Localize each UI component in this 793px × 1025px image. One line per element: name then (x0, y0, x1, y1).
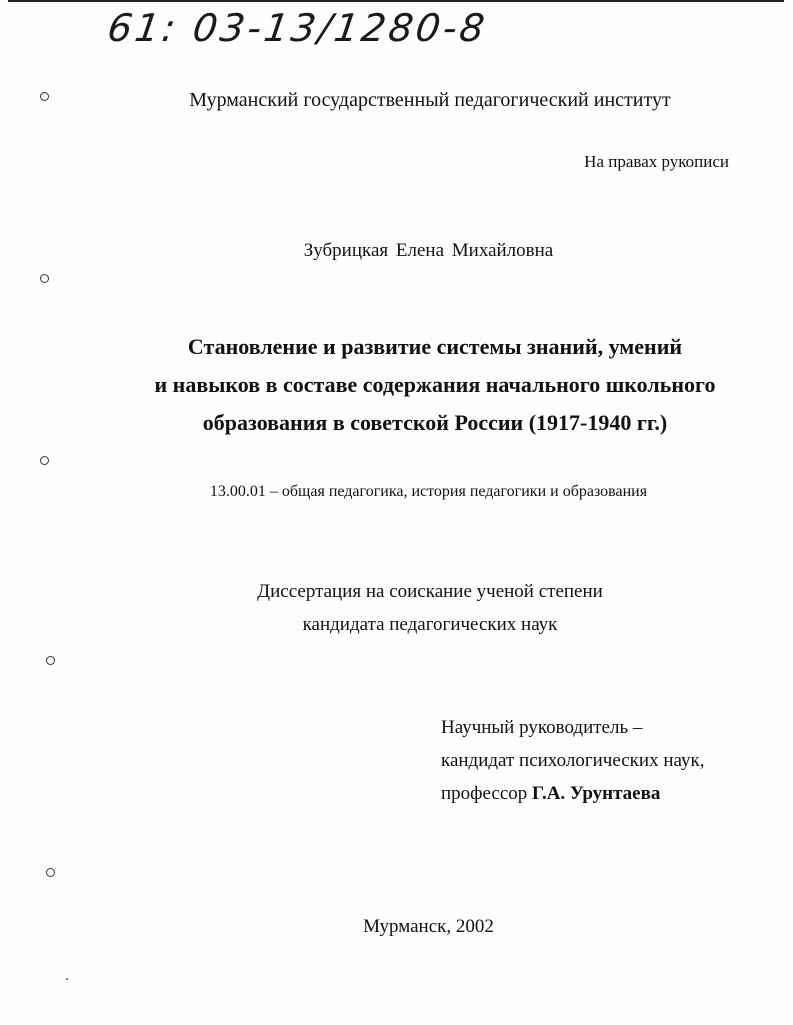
binding-hole-icon (40, 456, 49, 465)
supervisor-rank: профессор (441, 783, 533, 804)
title-line-2: и навыков в составе содержания начального школьного (154, 372, 716, 397)
supervisor-title (441, 783, 660, 805)
dissertation-line-1: Диссертация на соискание ученой степени (257, 581, 603, 602)
title-line-3: образования в советской России (1917-1940 гг.) (202, 410, 668, 435)
author-name: Зубрицкая Елена Михайловна (303, 240, 554, 261)
top-border-line (8, 0, 784, 2)
dissertation-line-2: кандидата педагогических наук (302, 614, 558, 635)
institute-name: Мурманский государственный педагогический институт (189, 89, 671, 111)
binding-hole-icon (40, 274, 49, 283)
supervisor-name: Г.А. Урунтаева (532, 783, 661, 804)
scan-speck (66, 978, 68, 980)
supervisor-degree: кандидат психологических наук, (441, 750, 705, 771)
binding-hole-icon (46, 868, 55, 877)
binding-hole-icon (46, 656, 55, 665)
supervisor-label: Научный руководитель – (441, 717, 643, 738)
rights-note: На правах рукописи (584, 152, 729, 171)
specialty-code: 13.00.01 – общая педагогика, история педагогики и образования (209, 483, 648, 500)
city-year: Мурманск, 2002 (363, 916, 494, 937)
handwritten-archive-number: 61: 03-13/1280-8 (104, 6, 491, 50)
title-line-1: Становление и развитие системы знаний, умений (187, 334, 683, 359)
